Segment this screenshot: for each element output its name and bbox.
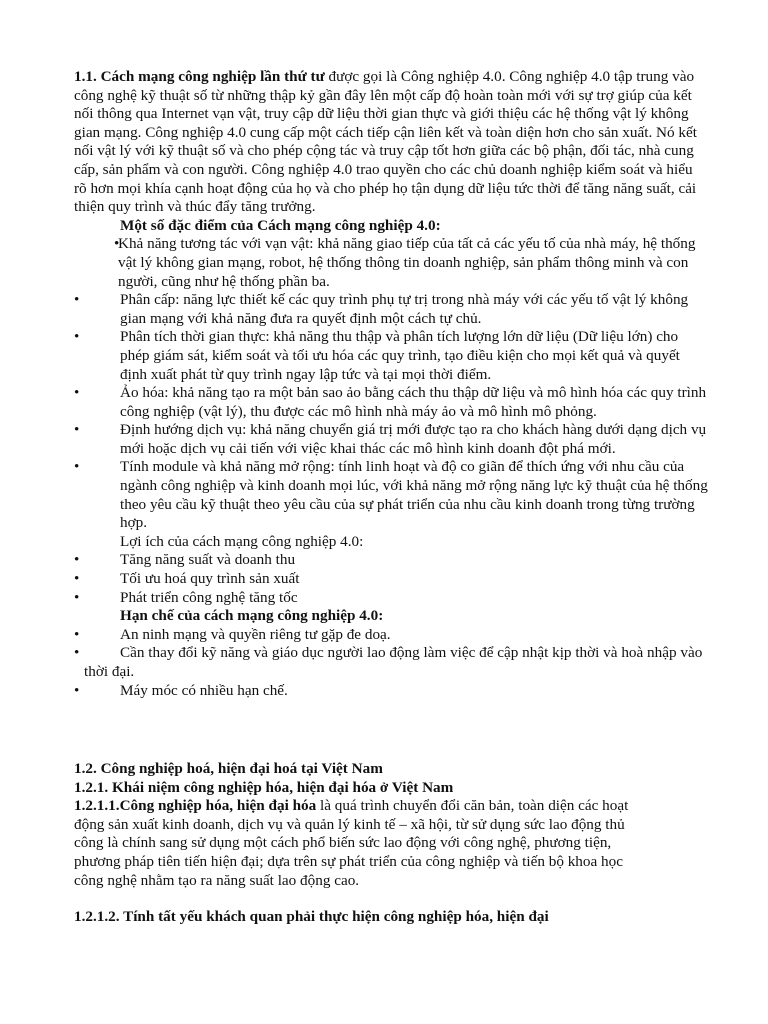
bullet-icon: • xyxy=(74,588,80,606)
subsection-heading: 1.2.1. Khái niệm công nghiệp hóa, hiện đại hóa ở Việt Nam xyxy=(74,778,454,796)
list-item: • Ảo hóa: khả năng tạo ra một bản sao ảo bằng cách thu thập dữ liệu và mô hình hóa các quy trình công nghiệp (vật lý), thu được các mô hình nhà máy ảo và mô hình mô phỏng. xyxy=(74,384,707,420)
list-item: • Phân tích thời gian thực: khả năng thu thập và phân tích lượng lớn dữ liệu (Dữ liệu lớn) cho phép giám sát, kiểm soát và tối ưu hóa các quy trình, tạo điều kiện cho mọi kết quả và quyết định xuất phát từ quy trình ngay lập tức và tại mọi thời điểm. xyxy=(74,328,680,383)
intro-text: được gọi là Công nghiệp 4.0. Công nghiệp 4.0 tập trung vào công nghệ kỹ thuật số từ những thập kỷ gần đây lên một cấp độ hoàn toàn mới với sự trợ giúp của kết nối thông qua Internet vạn vật, truy cập dữ liệu thời gian thực và giới thiệu các hệ thống vật lý không gian mạng. Công nghiệp 4.0 cung cấp một cách tiếp cận liên kết và toàn diện hơn cho sản xuất. Nó kết nối vật lý với kỹ thuật số và cho phép cộng tác và truy cập tốt hơn giữa các bộ phận, đối tác, nhà cung cấp, sản phẩm và con người. Công nghiệp 4.0 trao quyền cho các chủ doanh nghiệp kiểm soát và hiểu rõ hơn mọi khía cạnh hoạt động của họ và cho phép họ tận dụng dữ liệu tức thời để tăng năng suất, cải thiện quy trình và thúc đẩy tăng trưởng. xyxy=(74,68,697,216)
features-list-first xyxy=(74,235,708,291)
limits-heading: Hạn chế của cách mạng công nghiệp 4.0: xyxy=(120,607,384,625)
list-item: • Phân cấp: năng lực thiết kế các quy trình phụ tự trị trong nhà máy với các yếu tố vật lý không gian mạng với khả năng đưa ra quyết định một cách tự chủ. xyxy=(74,291,689,327)
list-item: • Phát triển công nghệ tăng tốc xyxy=(74,588,298,606)
features-heading: Một số đặc điểm của Cách mạng công nghiệp 4.0: xyxy=(120,216,441,234)
bullet-icon: • xyxy=(74,458,80,476)
benefits-heading: Lợi ích của cách mạng công nghiệp 4.0: xyxy=(120,532,364,550)
features-list xyxy=(74,291,708,533)
list-item: • Tối ưu hoá quy trình sản xuất xyxy=(74,570,300,588)
section-industry-4 xyxy=(74,68,708,700)
bullet-icon: • xyxy=(74,570,80,588)
list-item: • Khả năng tương tác với vạn vật: khả năng giao tiếp của tất cả các yếu tố của nhà máy, hệ thống vật lý không gian mạng, robot, hệ thống thông tin doanh nghiệp, sản phẩm thông minh và con người, cũng như hệ thống phần ba. xyxy=(114,235,696,290)
intro-paragraph xyxy=(74,68,708,217)
list-item: • Tính module và khả năng mở rộng: tính linh hoạt và độ co giãn để thích ứng với nhu cầu của ngành công nghiệp và kinh doanh mọi lúc, với khả năng mở rộng năng lực kỹ thuật của hệ thống theo yêu cầu kỹ thuật theo yêu cầu của sự phát triển của nhu cầu kinh doanh trong từng trường hợp. xyxy=(74,458,708,532)
intro-heading: 1.1. Cách mạng công nghiệp lần thứ tư xyxy=(74,68,325,85)
subsection-heading: 1.2.1.2. Tính tất yếu khách quan phải thực hiện công nghiệp hóa, hiện đại xyxy=(74,908,549,926)
bullet-icon: • xyxy=(114,235,120,253)
list-item: • Tăng năng suất và doanh thu xyxy=(74,551,296,569)
list-item: • Máy móc có nhiều hạn chế. xyxy=(74,681,288,699)
benefits-list xyxy=(74,551,708,607)
list-item: • An ninh mạng và quyền riêng tư gặp đe doạ. xyxy=(74,625,391,643)
bullet-icon: • xyxy=(74,384,80,402)
definition-text: là quá trình chuyển đổi căn bản, toàn diện các hoạt động sản xuất kinh doanh, dịch vụ và quản lý kinh tế – xã hội, từ sử dụng sức lao động thủ công là chính sang sử dụng một cách phổ biến sức lao động với công nghệ, phương tiện, phương pháp tiên tiến hiện đại; dựa trên sự phát triển của công nghiệp và tiến bộ khoa học công nghệ nhằm tạo ra năng suất lao động cao. xyxy=(74,797,629,889)
bullet-icon: • xyxy=(74,291,80,309)
definition-term: 1.2.1.1.Công nghiệp hóa, hiện đại hóa xyxy=(74,797,317,815)
bullet-icon: • xyxy=(74,681,80,699)
bullet-icon: • xyxy=(74,644,80,662)
bullet-icon: • xyxy=(74,625,80,643)
list-item: • Cần thay đổi kỹ năng và giáo dục người lao động làm việc để cập nhật kịp thời và hoà nhập vào thời đại. xyxy=(74,644,703,680)
definition-paragraph xyxy=(74,797,634,890)
list-item: • Định hướng dịch vụ: khả năng chuyển giá trị mới được tạo ra cho khách hàng dưới dạng dịch vụ mới hoặc dịch vụ cải tiến với việc khai thác các mô hình kinh doanh đột phá mới. xyxy=(74,421,707,457)
section-vietnam xyxy=(74,760,708,927)
bullet-icon: • xyxy=(74,421,80,439)
spacer xyxy=(74,890,708,908)
section-heading: 1.2. Công nghiệp hoá, hiện đại hoá tại Việt Nam xyxy=(74,760,383,777)
limits-list xyxy=(74,626,708,700)
bullet-icon: • xyxy=(74,328,80,346)
bullet-icon: • xyxy=(74,551,80,569)
